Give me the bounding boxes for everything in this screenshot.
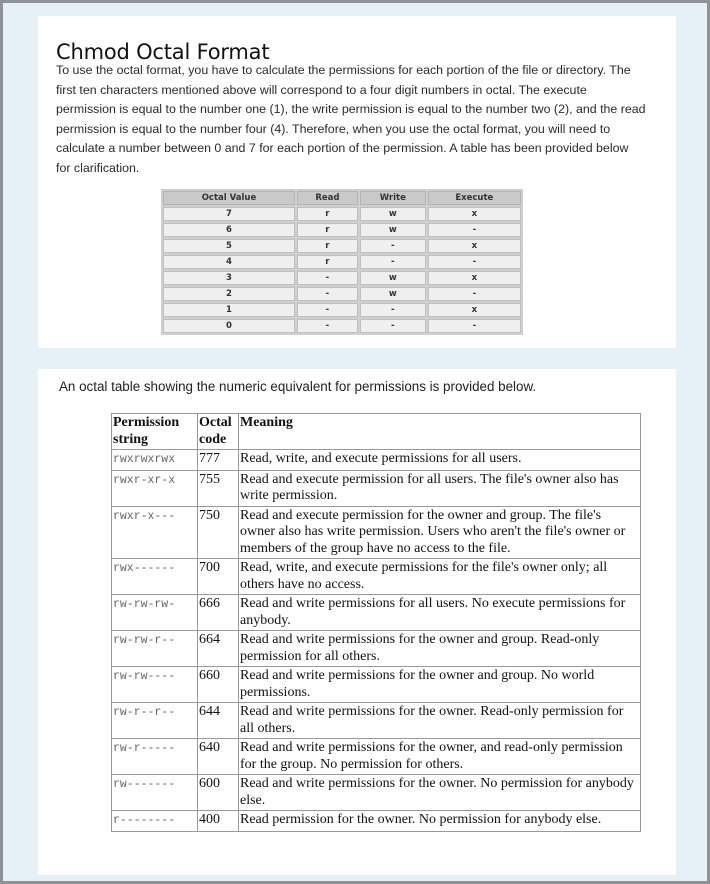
read-cell: - — [297, 287, 358, 301]
intro-paragraph: To use the octal format, you have to calculate the permissions for each portion of the file or directory. The first ten characters mentioned above will correspond to a four digit numbers in octal. The execute permission is equal to the number one (1), the write permission is equal to the number two (2), and the read permission is equal to the number four (4). Therefore, when you use the octal format, you will need to calculate a number between 0 and 7 for each portion of the permission. A table has been provided below for clarification. — [56, 63, 646, 175]
permission-table-row — [112, 667, 641, 703]
permission-table-row — [112, 811, 641, 832]
octal-code-cell: 664 — [198, 631, 239, 667]
read-cell: r — [297, 207, 358, 221]
octal-table-row — [163, 255, 521, 269]
read-cell: r — [297, 255, 358, 269]
octal-value-cell: 5 — [163, 239, 295, 253]
section-title: Chmod Octal Format — [56, 40, 270, 65]
octal-value-cell: 7 — [163, 207, 295, 221]
execute-cell: - — [428, 255, 521, 269]
execute-cell: x — [428, 271, 521, 285]
octal-code-cell: 666 — [198, 595, 239, 631]
octal-value-cell: 2 — [163, 287, 295, 301]
meaning-cell: Read, write, and execute permissions for the file's owner only; all others have no access. — [239, 559, 641, 595]
octal-table-row — [163, 303, 521, 317]
permission-table-card — [38, 369, 676, 875]
read-cell: r — [297, 239, 358, 253]
octal-table-row — [163, 239, 521, 253]
octal-code-cell: 750 — [198, 506, 239, 559]
octal-code-cell: 777 — [198, 450, 239, 471]
octal-code-cell: 660 — [198, 667, 239, 703]
permission-string-cell: rw-rw-r-- — [112, 631, 198, 667]
write-cell: w — [360, 223, 426, 237]
octal-table-row — [163, 207, 521, 221]
header-execute: Execute — [428, 191, 521, 205]
meaning-cell: Read and write permissions for the owner. Read-only permission for all others. — [239, 703, 641, 739]
octal-table-row — [163, 319, 521, 333]
execute-cell: x — [428, 239, 521, 253]
permission-string-cell: rw-rw---- — [112, 667, 198, 703]
header-permission-string: Permission string — [112, 414, 198, 450]
permission-table-row — [112, 470, 641, 506]
write-cell: w — [360, 271, 426, 285]
permission-table-row — [112, 450, 641, 471]
execute-cell: - — [428, 319, 521, 333]
octal-table-row — [163, 271, 521, 285]
octal-value-cell: 6 — [163, 223, 295, 237]
write-cell: - — [360, 303, 426, 317]
read-cell: - — [297, 271, 358, 285]
header-meaning: Meaning — [239, 414, 641, 450]
permission-table-row — [112, 703, 641, 739]
meaning-cell: Read and write permissions for the owner and group. No world permissions. — [239, 667, 641, 703]
permission-table-row — [112, 506, 641, 559]
meaning-cell: Read, write, and execute permissions for all users. — [239, 450, 641, 471]
write-cell: - — [360, 319, 426, 333]
octal-table-row — [163, 223, 521, 237]
header-write: Write — [360, 191, 426, 205]
meaning-cell: Read and write permissions for the owner, and read-only permission for the group. No permission for others. — [239, 739, 641, 775]
octal-code-cell: 640 — [198, 739, 239, 775]
execute-cell: x — [428, 303, 521, 317]
read-cell: - — [297, 303, 358, 317]
octal-code-cell: 644 — [198, 703, 239, 739]
octal-table-row — [163, 287, 521, 301]
permission-string-cell: rwxr-xr-x — [112, 470, 198, 506]
execute-cell: - — [428, 223, 521, 237]
permission-string-cell: r-------- — [112, 811, 198, 832]
permission-table-row — [112, 631, 641, 667]
octal-value-cell: 3 — [163, 271, 295, 285]
write-cell: w — [360, 207, 426, 221]
execute-cell: x — [428, 207, 521, 221]
permission-table-row — [112, 559, 641, 595]
octal-value-cell: 4 — [163, 255, 295, 269]
octal-code-cell: 700 — [198, 559, 239, 595]
header-octal-code: Octal code — [198, 414, 239, 450]
execute-cell: - — [428, 287, 521, 301]
octal-value-cell: 0 — [163, 319, 295, 333]
permission-table-row — [112, 775, 641, 811]
permission-string-cell: rwxr-x--- — [112, 506, 198, 559]
permission-string-cell: rw------- — [112, 775, 198, 811]
octal-value-table — [161, 189, 523, 335]
permission-string-cell: rw-r--r-- — [112, 703, 198, 739]
permission-table-intro: An octal table showing the numeric equivalent for permissions is provided below. — [59, 379, 537, 394]
octal-code-cell: 600 — [198, 775, 239, 811]
write-cell: - — [360, 239, 426, 253]
perm-table-header-row — [112, 414, 641, 450]
chmod-octal-format-card — [38, 16, 676, 348]
permission-string-cell: rwxrwxrwx — [112, 450, 198, 471]
meaning-cell: Read and write permissions for all users. No execute permissions for anybody. — [239, 595, 641, 631]
permission-string-cell: rwx------ — [112, 559, 198, 595]
meaning-cell: Read and write permissions for the owner and group. Read-only permission for all others. — [239, 631, 641, 667]
meaning-cell: Read permission for the owner. No permission for anybody else. — [239, 811, 641, 832]
meaning-cell: Read and execute permission for the owner and group. The file's owner also has write permission. Users who aren't the file's owner or members of the group have no access to the file. — [239, 506, 641, 559]
permission-string-cell: rw-r----- — [112, 739, 198, 775]
meaning-cell: Read and write permissions for the owner. No permission for anybody else. — [239, 775, 641, 811]
permission-table-row — [112, 595, 641, 631]
octal-code-cell: 755 — [198, 470, 239, 506]
permission-string-cell: rw-rw-rw- — [112, 595, 198, 631]
write-cell: - — [360, 255, 426, 269]
octal-table-header-row — [163, 191, 521, 205]
permission-table-row — [112, 739, 641, 775]
header-read: Read — [297, 191, 358, 205]
write-cell: w — [360, 287, 426, 301]
octal-value-cell: 1 — [163, 303, 295, 317]
meaning-cell: Read and execute permission for all users. The file's owner also has write permission. — [239, 470, 641, 506]
read-cell: r — [297, 223, 358, 237]
read-cell: - — [297, 319, 358, 333]
permission-equivalents-table — [111, 413, 641, 832]
octal-code-cell: 400 — [198, 811, 239, 832]
header-octal-value: Octal Value — [163, 191, 295, 205]
